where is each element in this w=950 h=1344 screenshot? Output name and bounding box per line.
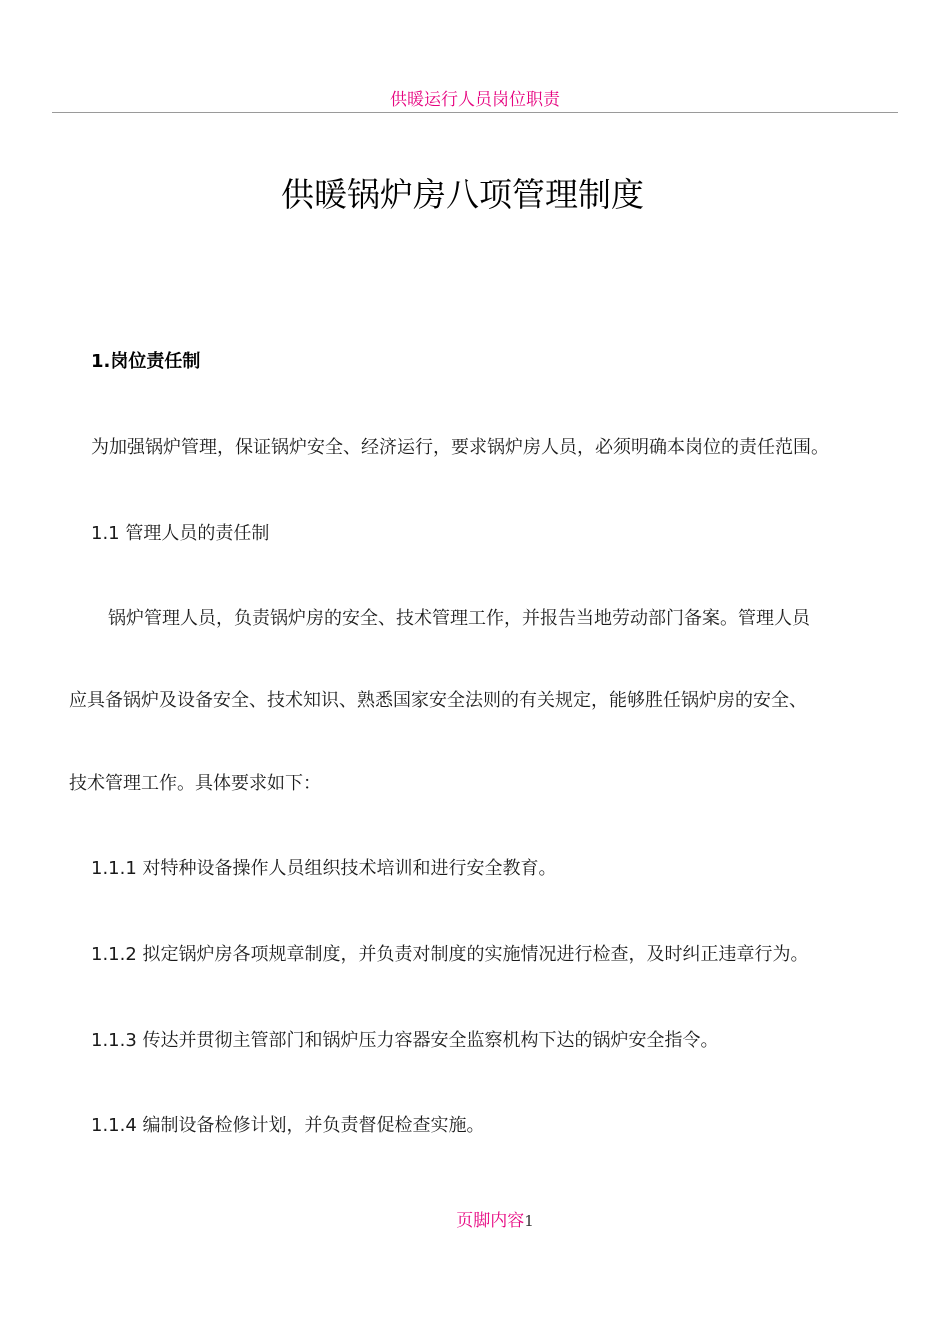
- paragraph-line-3: 技术管理工作。具体要求如下：: [69, 773, 321, 794]
- page-footer: [0, 1209, 950, 1233]
- page-header: 供暖运行人员岗位职责: [390, 90, 560, 110]
- paragraph-line-1: 锅炉管理人员，负责锅炉房的安全、技术管理工作，并报告当地劳动部门备案。管理人员: [108, 608, 810, 629]
- page-number: 1: [524, 1212, 534, 1230]
- list-item: 1.1.1 对特种设备操作人员组织技术培训和进行安全教育。: [91, 858, 557, 879]
- list-item: 1.1.4 编制设备检修计划，并负责督促检查实施。: [91, 1115, 485, 1136]
- list-item: 1.1.2 拟定锅炉房各项规章制度，并负责对制度的实施情况进行检查，及时纠正违章行为。: [91, 944, 809, 965]
- list-item: 1.1.3 传达并贯彻主管部门和锅炉压力容器安全监察机构下达的锅炉安全指令。: [91, 1030, 719, 1051]
- section-heading: 1.岗位责任制: [91, 351, 201, 372]
- footer-label: 页脚内容: [456, 1211, 525, 1231]
- intro-paragraph: 为加强锅炉管理，保证锅炉安全、经济运行，要求锅炉房人员，必须明确本岗位的责任范围。: [91, 437, 829, 458]
- header-divider: [52, 112, 898, 113]
- paragraph-line-2: 应具备锅炉及设备安全、技术知识、熟悉国家安全法则的有关规定，能够胜任锅炉房的安全、: [69, 690, 807, 711]
- subheading: 1.1 管理人员的责任制: [91, 523, 270, 544]
- document-title: 供暖锅炉房八项管理制度: [281, 175, 644, 214]
